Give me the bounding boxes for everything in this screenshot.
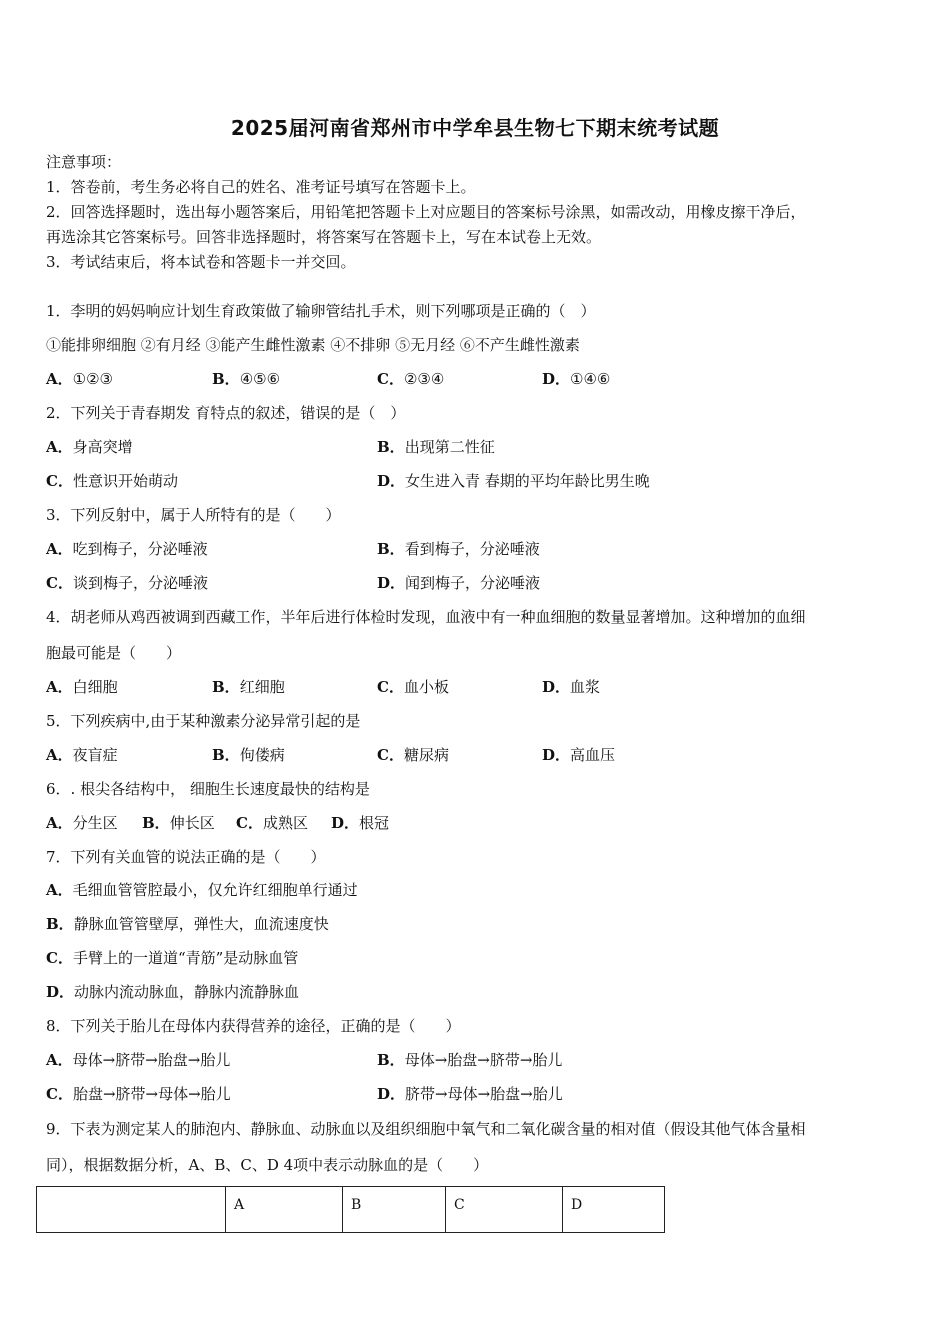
notice-item: 再选涂其它答案标号。回答非选择题时，将答案写在答题卡上，写在本试卷上无效。 [46,228,602,246]
table-header-cell: C [446,1187,563,1233]
q7-option-d[interactable]: D．动脉内流动脉血，静脉内流静脉血 [46,983,300,1001]
q3-option-a[interactable]: A．吃到梅子，分泌唾液 [46,540,208,558]
q7-option-b[interactable]: B．静脉血管管壁厚，弹性大，血流速度快 [46,915,329,933]
question-2-stem: 2．下列关于青春期发 育特点的叙述，错误的是（ ） [46,404,406,422]
q1-option-a[interactable]: A．①②③ [46,370,113,388]
q1-option-c[interactable]: C．②③④ [377,370,445,388]
q5-option-c[interactable]: C．糖尿病 [377,746,449,764]
table-header-cell: B [343,1187,446,1233]
notice-item: 2．回答选择题时，选出每小题答案后，用铅笔把答题卡上对应题目的答案标号涂黑，如需改动，用橡皮擦干净后， [46,203,806,221]
q2-option-d[interactable]: D．女生进入青 春期的平均年龄比男生晚 [377,472,650,490]
q5-option-d[interactable]: D．高血压 [542,746,616,764]
question-1-statements: ①能排卵细胞 ②有月经 ③能产生雌性激素 ④不排卵 ⑤无月经 ⑥不产生雌性激素 [46,336,580,354]
q8-option-b[interactable]: B．母体→胎盘→脐带→胎儿 [377,1051,563,1069]
page-title: 2025届河南省郑州市中学牟县生物七下期末统考试题 [230,116,720,140]
q6-option-b[interactable]: B．伸长区 [142,814,215,832]
q2-option-b[interactable]: B．出现第二性征 [377,438,495,456]
q6-option-a[interactable]: A．分生区 [46,814,118,832]
q7-option-c[interactable]: C．手臂上的一道道“青筋”是动脉血管 [46,949,299,967]
question-7-stem: 7．下列有关血管的说法正确的是（ ） [46,848,326,866]
q3-option-d[interactable]: D．闻到梅子，分泌唾液 [377,574,541,592]
gas-content-table [36,1186,665,1233]
question-9-stem: 9．下表为测定某人的肺泡内、静脉血、动脉血以及组织细胞中氧气和二氧化碳含量的相对值（假设其他气体含量相 [46,1120,806,1138]
question-6-stem: 6．. 根尖各结构中， 细胞生长速度最快的结构是 [46,780,370,798]
question-9-stem-cont: 同），根据数据分析，A、B、C、D 4项中表示动脉血的是（ ） [46,1156,489,1174]
question-8-stem: 8．下列关于胎儿在母体内获得营养的途径，正确的是（ ） [46,1017,461,1035]
q8-option-d[interactable]: D．脐带→母体→胎盘→胎儿 [377,1085,563,1103]
question-4-stem: 4．胡老师从鸡西被调到西藏工作，半年后进行体检时发现，血液中有一种血细胞的数量显著增加。这种增加的血细 [46,608,806,626]
notice-heading: 注意事项： [46,153,122,171]
q5-option-b[interactable]: B．佝偻病 [212,746,285,764]
q4-option-d[interactable]: D．血浆 [542,678,601,696]
table-header-cell: D [563,1187,665,1233]
table-header-row [37,1187,665,1233]
question-5-stem: 5．下列疾病中,由于某种激素分泌异常引起的是 [46,712,361,730]
q4-option-c[interactable]: C．血小板 [377,678,449,696]
q3-option-b[interactable]: B．看到梅子，分泌唾液 [377,540,540,558]
notice-item: 1．答卷前，考生务必将自己的姓名、准考证号填写在答题卡上。 [46,178,476,196]
q3-option-c[interactable]: C．谈到梅子，分泌唾液 [46,574,208,592]
q1-option-b[interactable]: B．④⑤⑥ [212,370,281,388]
q4-option-b[interactable]: B．红细胞 [212,678,285,696]
q4-option-a[interactable]: A．白细胞 [46,678,118,696]
question-4-stem-cont: 胞最可能是（ ） [46,644,182,662]
question-1-stem: 1．李明的妈妈响应计划生育政策做了输卵管结扎手术，则下列哪项是正确的（ ） [46,302,596,320]
question-3-stem: 3．下列反射中，属于人所特有的是（ ） [46,506,341,524]
q5-option-a[interactable]: A．夜盲症 [46,746,118,764]
q6-option-c[interactable]: C．成熟区 [236,814,308,832]
table-header-cell [37,1187,226,1233]
q8-option-a[interactable]: A．母体→脐带→胎盘→胎儿 [46,1051,231,1069]
q2-option-a[interactable]: A．身高突增 [46,438,133,456]
q2-option-c[interactable]: C．性意识开始萌动 [46,472,178,490]
q8-option-c[interactable]: C．胎盘→脐带→母体→胎儿 [46,1085,231,1103]
table-header-cell: A [226,1187,343,1233]
q6-option-d[interactable]: D．根冠 [331,814,390,832]
q1-option-d[interactable]: D．①④⑥ [542,370,611,388]
notice-item: 3．考试结束后，将本试卷和答题卡一并交回。 [46,253,356,271]
q7-option-a[interactable]: A．毛细血管管腔最小，仅允许红细胞单行通过 [46,881,358,899]
